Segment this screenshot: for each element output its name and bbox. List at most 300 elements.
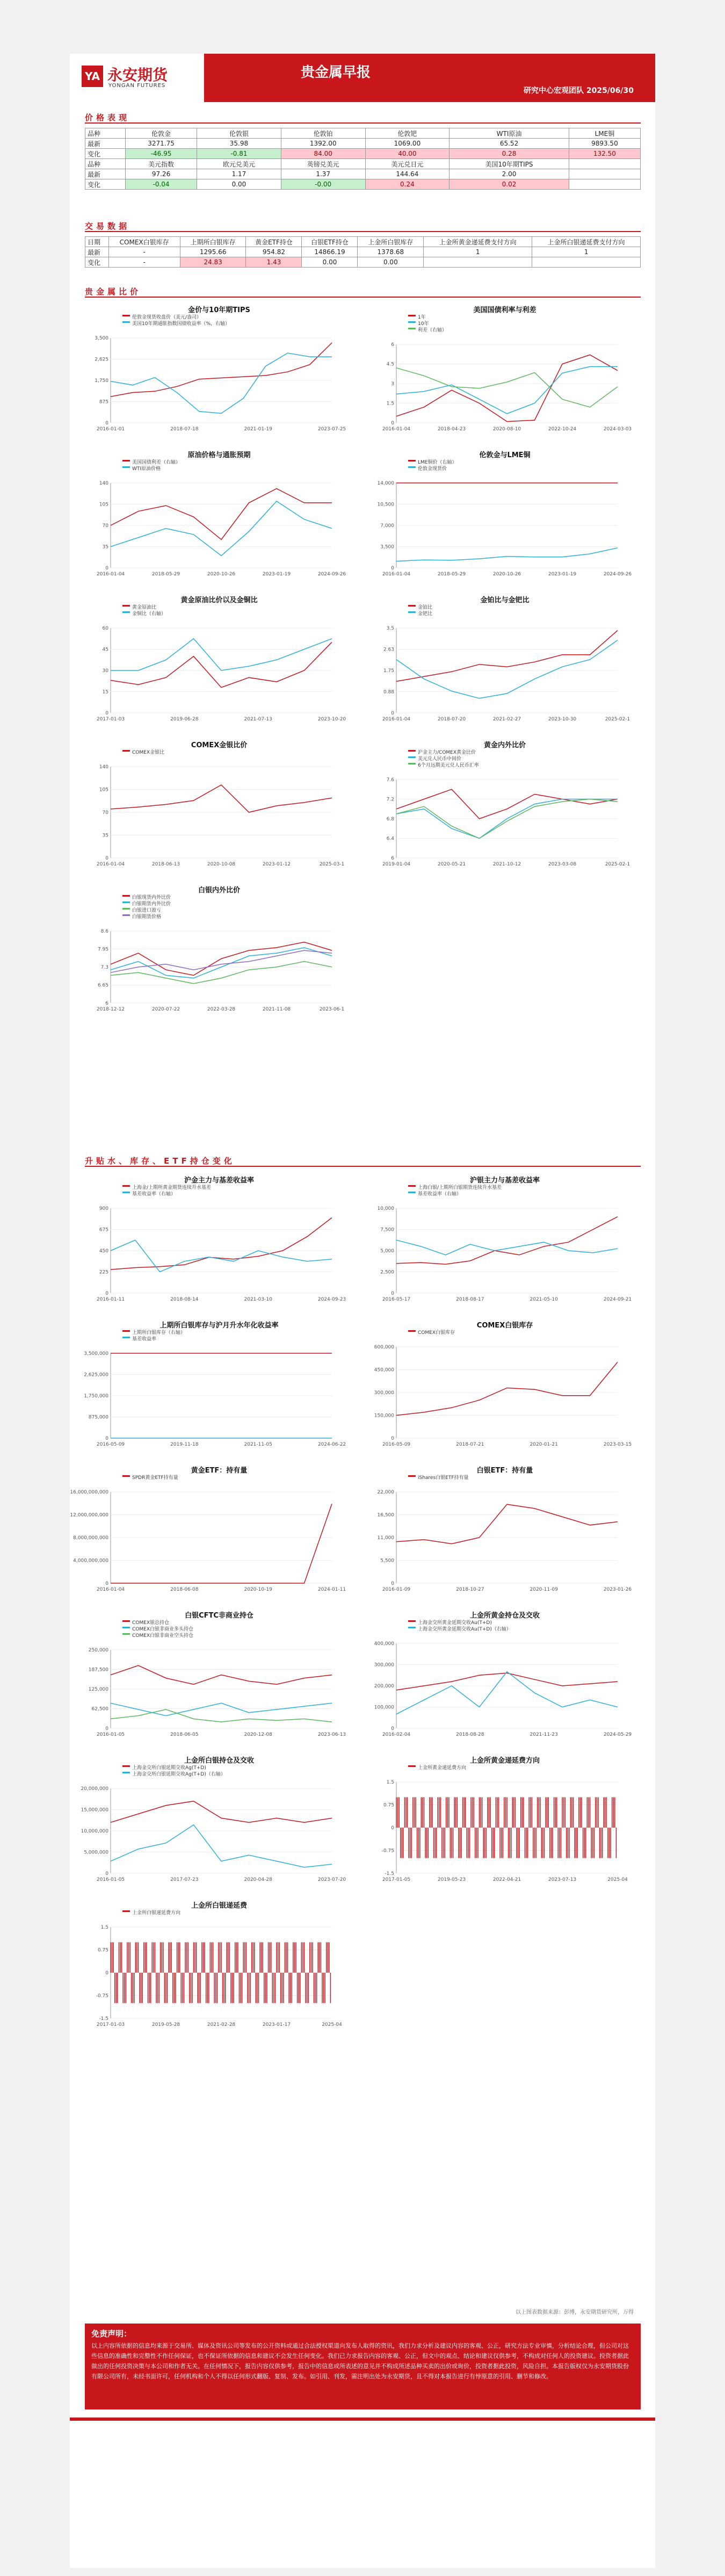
section-title-ratio: 贵金属比价 [85, 287, 142, 297]
legend-label: 沪金主力/COMEX黄金比价 [418, 750, 476, 755]
legend-swatch [408, 1192, 416, 1193]
series-line [111, 1801, 332, 1823]
x-tick-label: 2024-03-03 [603, 427, 632, 432]
y-tick-label: 100,000 [374, 1705, 394, 1711]
table-cell: 1.43 [246, 257, 302, 268]
x-tick-label: 2016-01-05 [96, 1732, 125, 1737]
disclaimer-box [85, 2324, 641, 2409]
chart [85, 304, 353, 438]
series-line [111, 1218, 332, 1270]
x-tick-label: 2025-04 [322, 2022, 342, 2027]
table-cell: 84.00 [281, 149, 365, 159]
x-tick-label: 2023-03-08 [548, 862, 577, 867]
y-tick-label: 8.6 [100, 929, 108, 934]
legend-swatch [122, 1185, 130, 1187]
x-tick-label: 2019-05-23 [437, 1877, 466, 1882]
series-line [111, 1665, 332, 1684]
chart-title: 白银CFTC非商业持仓 [185, 1612, 253, 1620]
x-tick-label: 2016-02-04 [382, 1732, 411, 1737]
series-line [396, 1673, 618, 1690]
series-line [111, 642, 332, 687]
table-cell: 97.26 [125, 169, 197, 179]
table-row [85, 179, 641, 190]
legend-label: 白银现货内外比价 [132, 895, 171, 900]
series-line [111, 1703, 332, 1715]
x-tick-label: 2016-01-09 [382, 1587, 411, 1592]
x-tick-label: 2020-12-08 [244, 1732, 272, 1737]
legend-label: 上海金交所黄金延期交收Au(T+D) [418, 1620, 492, 1626]
y-tick-label: 7.6 [386, 777, 394, 783]
series-line [111, 489, 332, 540]
disclaimer-text: 以上内容所依据的信息均来源于交易所、媒体及资讯公司等发布的公开资料或通过合法授权渠道向发布人取得的资讯，我们力求分析及建议内容的客观、公正，研究方法专业审慎，分析结论合理，但公司对这些信息的准确性和完整性不作任何保证，也不保证所依据的信息和建议不会发生任何变化。我们已力求报告内容的客观、公正，但文中的观点、结论和建议仅供参考，不构成对任何人的投资建议。投资者据此做出的任何投资决策与本公司和作者无关。在任何情况下，报告内容仅供参考，报告中的信息或所表述的意见并不构成所述品种买卖的出价或询价，投资者据此投资，风险自担。本报告版权仅为永安期货股份有限公司所有，未经书面许可，任何机构和个人不得以任何形式翻版、复制、发布。如引用、刊发，需注明出处为永安期货，且不得对本报告进行有悖原意的引用、删节和修改。 [91, 2342, 629, 2380]
legend-swatch [122, 1475, 130, 1477]
table-cell: 1295.66 [180, 247, 246, 257]
x-tick-label: 2016-05-09 [382, 1442, 411, 1447]
chart [85, 449, 353, 583]
chart-title: 伦敦金与LME铜 [479, 451, 531, 459]
y-tick-label: 105 [99, 787, 108, 793]
legend-swatch [408, 763, 416, 764]
table-cell: 上期所白银库存 [180, 237, 246, 247]
x-tick-label: 2016-01-04 [382, 427, 411, 432]
y-tick-label: 900 [99, 1206, 108, 1211]
x-tick-label: 2021-11-08 [262, 1007, 291, 1012]
table-cell: 954.82 [246, 247, 302, 257]
legend-swatch [122, 466, 130, 468]
legend-label: 美国国债利差（右轴） [132, 460, 181, 465]
table-cell [532, 257, 641, 268]
table-cell: 9893.50 [569, 139, 640, 149]
chart-title: COMEX白银库存 [476, 1322, 533, 1330]
legend-swatch [122, 1620, 130, 1622]
x-tick-label: 2023-01-19 [548, 572, 577, 577]
y-tick-label: 7.2 [386, 797, 394, 803]
legend-label: 黄金原油比 [132, 605, 157, 610]
y-tick-label: 4,000,000,000 [73, 1558, 108, 1564]
legend-label: 上海金交所白银延期交收Ag(T+D) [132, 1765, 206, 1771]
table-cell: 65.52 [450, 139, 569, 149]
legend-swatch [122, 1337, 130, 1338]
x-tick-label: 2017-01-03 [96, 2022, 125, 2027]
y-tick-label: 45 [102, 647, 108, 653]
legend-swatch [408, 750, 416, 752]
x-tick-label: 2020-10-19 [244, 1587, 272, 1592]
logo-subtext: YONGAN FUTURES [108, 83, 166, 89]
chart [371, 1754, 639, 1888]
table-cell: 伦敦铂 [281, 128, 365, 139]
table-cell: 0.24 [365, 179, 450, 190]
table-cell: -46.95 [125, 149, 197, 159]
table-cell: 变化 [85, 179, 126, 190]
legend-label: 上海金交所白银延期交收Ag(T+D)（右轴） [132, 1772, 226, 1777]
y-tick-label: 250,000 [88, 1648, 108, 1653]
x-tick-label: 2016-01-04 [96, 862, 125, 867]
section-divider [85, 1166, 641, 1167]
y-tick-label: 7,000 [380, 523, 394, 529]
x-tick-label: 2020-10-26 [207, 572, 236, 577]
table-cell: 伦敦银 [197, 128, 281, 139]
table-cell: 欧元兑美元 [197, 159, 281, 169]
chart-title: 上金所黄金递延费方向 [469, 1757, 540, 1765]
y-tick-label: 35 [102, 833, 108, 839]
y-tick-label: 3,500 [380, 544, 394, 550]
legend-swatch [122, 1633, 130, 1635]
x-tick-label: 2020-10-26 [492, 572, 521, 577]
chart-title: 上金所白银递延费 [191, 1902, 248, 1910]
x-tick-label: 2018-06-05 [170, 1732, 199, 1737]
y-tick-label: 0 [105, 1581, 108, 1586]
logo-icon: YA [82, 66, 103, 87]
x-tick-label: 2021-01-19 [244, 427, 272, 432]
chart [371, 449, 639, 583]
y-tick-label: 225 [99, 1269, 108, 1275]
y-tick-label: 140 [99, 481, 108, 486]
series-line [111, 1709, 332, 1722]
x-tick-label: 2019-06-28 [170, 717, 199, 722]
y-tick-label: 70 [102, 810, 108, 816]
table-cell: 1 [532, 247, 641, 257]
x-tick-label: 2023-10-30 [548, 717, 577, 722]
y-tick-label: 140 [99, 764, 108, 770]
x-tick-label: 2017-01-03 [96, 717, 125, 722]
x-tick-label: 2021-11-23 [530, 1732, 558, 1737]
table-cell: -0.81 [197, 149, 281, 159]
y-tick-label: 0 [105, 711, 108, 716]
legend-label: iShares白银ETF持有量 [418, 1475, 469, 1481]
series-line [111, 501, 332, 556]
y-tick-label: 2.63 [383, 647, 394, 653]
x-tick-label: 2021-02-28 [207, 2022, 236, 2027]
x-tick-label: 2023-06-13 [317, 1732, 346, 1737]
chart [371, 1609, 639, 1743]
chart-title: 上期所白银库存与沪月升水年化收益率 [160, 1322, 279, 1330]
legend-label: 伦敦金现货价 [418, 466, 447, 472]
legend-swatch [122, 321, 130, 323]
table-row [85, 169, 641, 179]
x-tick-label: 2018-05-29 [437, 572, 466, 577]
x-tick-label: 2023-01-26 [603, 1587, 632, 1592]
x-tick-label: 2019-01-04 [382, 862, 411, 867]
chart-title: COMEX金银比价 [191, 741, 248, 749]
report-page [70, 54, 655, 2568]
y-tick-label: 7.3 [100, 965, 108, 970]
table-cell: 24.83 [180, 257, 246, 268]
table-cell: 美元指数 [125, 159, 197, 169]
x-tick-label: 2023-03-15 [603, 1442, 632, 1447]
y-tick-label: 2,625 [95, 357, 108, 363]
x-tick-label: 2023-10-20 [317, 717, 346, 722]
legend-label: 上金所白银递延费方向 [132, 1910, 181, 1916]
y-tick-label: 0 [391, 566, 394, 571]
y-tick-label: 0 [105, 566, 108, 571]
section-title-trade: 交易数据 [85, 221, 130, 231]
y-tick-label: 0.75 [383, 1802, 394, 1808]
y-tick-label: 0 [391, 1825, 394, 1831]
x-tick-label: 2021-02-27 [492, 717, 521, 722]
y-tick-label: 4.5 [386, 362, 394, 367]
series-line [396, 1504, 618, 1543]
legend-swatch [122, 1765, 130, 1767]
x-tick-label: 2025-02-1 [605, 862, 630, 867]
legend-label: 美元兑人民币中间价 [418, 756, 462, 762]
series-line [111, 343, 332, 396]
data-source-note: 以上图表数据来源：彭博，永安期货研究所，万得 [516, 2310, 634, 2315]
chart [85, 1899, 353, 2033]
chart-title: 白银内外比价 [198, 886, 241, 894]
y-tick-label: 450 [99, 1249, 108, 1254]
table-cell: 美国10年期TIPS [450, 159, 569, 169]
y-tick-label: 1.75 [383, 668, 394, 674]
table-cell: 变化 [85, 257, 109, 268]
legend-label: 基差收益率（右轴） [418, 1192, 462, 1197]
x-tick-label: 2018-08-14 [170, 1297, 199, 1302]
legend-label: 1年 [418, 315, 426, 320]
table-row [85, 128, 641, 139]
legend-swatch [122, 914, 130, 916]
table-cell: 35.98 [197, 139, 281, 149]
x-tick-label: 2016-01-01 [96, 427, 125, 432]
x-tick-label: 2025-03-1 [319, 862, 345, 867]
series-line [396, 368, 618, 407]
y-tick-label: 150,000 [374, 1413, 394, 1419]
table-cell: 1069.00 [365, 139, 450, 149]
legend-label: 白银进口盈亏 [132, 908, 162, 913]
y-tick-label: 600,000 [374, 1345, 394, 1350]
legend-swatch [408, 1330, 416, 1332]
x-tick-label: 2020-04-28 [244, 1877, 272, 1882]
y-tick-label: 0 [391, 1581, 394, 1586]
table-cell: COMEX白银库存 [108, 237, 180, 247]
table-cell: 黄金ETF持仓 [246, 237, 302, 247]
x-tick-label: 2022-04-21 [492, 1877, 521, 1882]
logo-text: 永安期货 [107, 66, 168, 84]
y-tick-label: 300,000 [374, 1390, 394, 1396]
x-tick-label: 2017-01-05 [382, 1877, 411, 1882]
x-tick-label: 2018-10-27 [456, 1587, 484, 1592]
y-tick-label: 6.65 [97, 983, 108, 988]
legend-swatch [408, 605, 416, 607]
legend-label: 10年 [418, 321, 429, 327]
y-tick-label: 1,750 [95, 378, 108, 384]
x-tick-label: 2023-07-13 [548, 1877, 577, 1882]
legend-swatch [408, 1627, 416, 1628]
table-cell: 上金所白银递延费支付方向 [532, 237, 641, 247]
table-cell: 伦敦金 [125, 128, 197, 139]
table-row [85, 247, 641, 257]
x-tick-label: 2023-06-1 [319, 1007, 345, 1012]
y-tick-label: 0.75 [97, 1947, 108, 1953]
chart [85, 1174, 353, 1308]
chart [371, 1464, 639, 1598]
series-line [396, 366, 618, 414]
x-tick-label: 2018-06-13 [151, 862, 180, 867]
x-tick-label: 2021-11-05 [244, 1442, 272, 1447]
legend-label: 白银期货价格 [132, 914, 162, 920]
x-tick-label: 2016-01-11 [96, 1297, 125, 1302]
legend-swatch [122, 315, 130, 316]
legend-label: 伦敦金现货收盘价（美元/盎司） [132, 315, 202, 320]
legend-swatch [122, 611, 130, 613]
y-tick-label: 0 [391, 1291, 394, 1296]
chart-title: 白银ETF：持有量 [476, 1467, 533, 1475]
table-cell: 14866.19 [302, 247, 358, 257]
x-tick-label: 2023-01-19 [262, 572, 291, 577]
chart [371, 304, 639, 438]
chart-title: 金价与10年期TIPS [188, 306, 250, 314]
table-cell: 白银ETF持仓 [302, 237, 358, 247]
table-cell: 品种 [85, 159, 126, 169]
x-tick-label: 2018-06-08 [170, 1587, 199, 1592]
series-line [111, 1504, 332, 1583]
legend-label: SPDR黄金ETF持有量 [132, 1475, 178, 1481]
chart [85, 1319, 353, 1453]
table-cell: 144.64 [365, 169, 450, 179]
y-tick-label: 7,500 [380, 1227, 394, 1233]
x-tick-label: 2023-07-20 [317, 1877, 346, 1882]
x-tick-label: 2023-01-17 [262, 2022, 291, 2027]
chart-title: 黄金内外比价 [483, 741, 526, 749]
x-tick-label: 2016-05-17 [382, 1297, 411, 1302]
x-tick-label: 2018-12-12 [96, 1007, 125, 1012]
legend-label: COMEX金银比 [132, 750, 164, 755]
series-line [396, 631, 618, 682]
y-tick-label: 12,000,000,000 [70, 1512, 108, 1518]
chart-title: 上金所黄金持仓及交收 [469, 1612, 540, 1620]
y-tick-label: 0 [105, 856, 108, 861]
y-tick-label: 1.5 [100, 1925, 108, 1930]
y-tick-label: 22,000 [377, 1490, 394, 1495]
series-line [396, 1362, 618, 1415]
x-tick-label: 2020-10-08 [207, 862, 236, 867]
table-cell: 变化 [85, 149, 126, 159]
chart-title: 原油价格与通胀预期 [187, 451, 251, 459]
table-cell: 最新 [85, 247, 109, 257]
y-tick-label: 400,000 [374, 1641, 394, 1647]
series-line [111, 639, 332, 670]
table-cell: 1 [424, 247, 532, 257]
table-row [85, 139, 641, 149]
legend-label: 金钯比 [418, 611, 433, 617]
chart-title: 金铂比与金钯比 [480, 596, 530, 604]
table-cell: 3271.75 [125, 139, 197, 149]
legend-swatch [408, 315, 416, 316]
table-row [85, 257, 641, 268]
series-line [396, 640, 618, 698]
section-divider [85, 122, 641, 124]
y-tick-label: 875 [99, 399, 108, 405]
y-tick-label: 3,500 [95, 336, 108, 341]
x-tick-label: 2016-01-05 [96, 1877, 125, 1882]
y-tick-label: 15,000,000 [81, 1807, 108, 1813]
legend-swatch [408, 756, 416, 758]
series-line [111, 785, 332, 812]
legend-label: WTI原油价格 [132, 466, 161, 472]
series-line [396, 789, 618, 819]
table-cell: 最新 [85, 139, 126, 149]
x-tick-label: 2017-07-23 [170, 1877, 199, 1882]
x-tick-label: 2019-11-18 [170, 1442, 199, 1447]
y-tick-label: 0 [105, 421, 108, 426]
section-divider [85, 231, 641, 232]
y-tick-label: -0.75 [96, 1993, 108, 1999]
y-tick-label: 14,000 [377, 481, 394, 486]
table-cell [424, 257, 532, 268]
y-tick-label: 0 [105, 1436, 108, 1441]
y-tick-label: 6 [391, 856, 394, 861]
x-tick-label: 2020-07-22 [151, 1007, 180, 1012]
legend-label: 基差收益率（右轴） [132, 1192, 176, 1197]
legend-label: 基差收益率 [132, 1337, 157, 1342]
table-cell: 132.50 [569, 149, 640, 159]
y-tick-label: 30 [102, 668, 108, 674]
chart-title: 沪银主力与基差收益率 [469, 1177, 540, 1185]
y-tick-label: 450,000 [374, 1367, 394, 1373]
series-line [396, 355, 618, 422]
bottom-band [70, 2418, 655, 2421]
legend-label: 利差（右轴） [418, 328, 447, 333]
series-line [396, 1672, 618, 1714]
x-tick-label: 2020-01-21 [530, 1442, 558, 1447]
legend-label: 金铂比 [418, 605, 433, 610]
series-line [111, 962, 332, 984]
table-row [85, 159, 641, 169]
series-line [111, 950, 332, 972]
table-cell: 40.00 [365, 149, 450, 159]
y-tick-label: 0.88 [383, 689, 394, 695]
table-cell: 英镑兑美元 [281, 159, 365, 169]
x-tick-label: 2023-07-25 [317, 427, 346, 432]
x-tick-label: 2024-09-21 [603, 1297, 632, 1302]
table-cell: 最新 [85, 169, 126, 179]
legend-swatch [408, 466, 416, 468]
x-tick-label: 2016-01-04 [96, 1587, 125, 1592]
section-title-price: 价格表现 [85, 113, 130, 122]
x-tick-label: 2023-01-12 [262, 862, 291, 867]
y-tick-label: 5,000 [380, 1249, 394, 1254]
y-tick-label: 11,000 [377, 1535, 394, 1541]
y-tick-label: 20,000,000 [81, 1786, 108, 1792]
x-tick-label: 2021-03-10 [244, 1297, 272, 1302]
legend-label: COMEX银总持仓 [132, 1620, 169, 1626]
y-tick-label: 300,000 [374, 1662, 394, 1668]
y-tick-label: 70 [102, 523, 108, 529]
x-tick-label: 2024-09-26 [603, 572, 632, 577]
y-tick-label: 0 [391, 1436, 394, 1441]
y-tick-label: 1.5 [386, 1780, 394, 1785]
x-tick-label: 2022-03-28 [207, 1007, 236, 1012]
x-tick-label: 2018-08-28 [456, 1732, 484, 1737]
chart [85, 1609, 353, 1743]
y-tick-label: -0.75 [381, 1848, 394, 1854]
table-cell: -0.00 [281, 179, 365, 190]
y-tick-label: 35 [102, 544, 108, 550]
legend-label: 上海白银/上期所白银期货连续升水基差 [418, 1185, 502, 1190]
y-tick-label: 62,500 [91, 1706, 108, 1712]
table-cell: -0.04 [125, 179, 197, 190]
chart [85, 594, 353, 728]
x-tick-label: 2024-06-22 [317, 1442, 346, 1447]
x-tick-label: 2018-05-29 [151, 572, 180, 577]
table-cell: 1.17 [197, 169, 281, 179]
legend-swatch [122, 1330, 130, 1332]
y-tick-label: 0 [105, 1871, 108, 1877]
legend-swatch [408, 328, 416, 329]
y-tick-label: -1.5 [99, 2016, 108, 2022]
y-tick-label: 6 [105, 1001, 108, 1006]
x-tick-label: 2018-07-18 [170, 427, 199, 432]
x-tick-label: 2016-05-09 [96, 1442, 125, 1447]
y-tick-label: 5,000,000 [84, 1850, 108, 1856]
